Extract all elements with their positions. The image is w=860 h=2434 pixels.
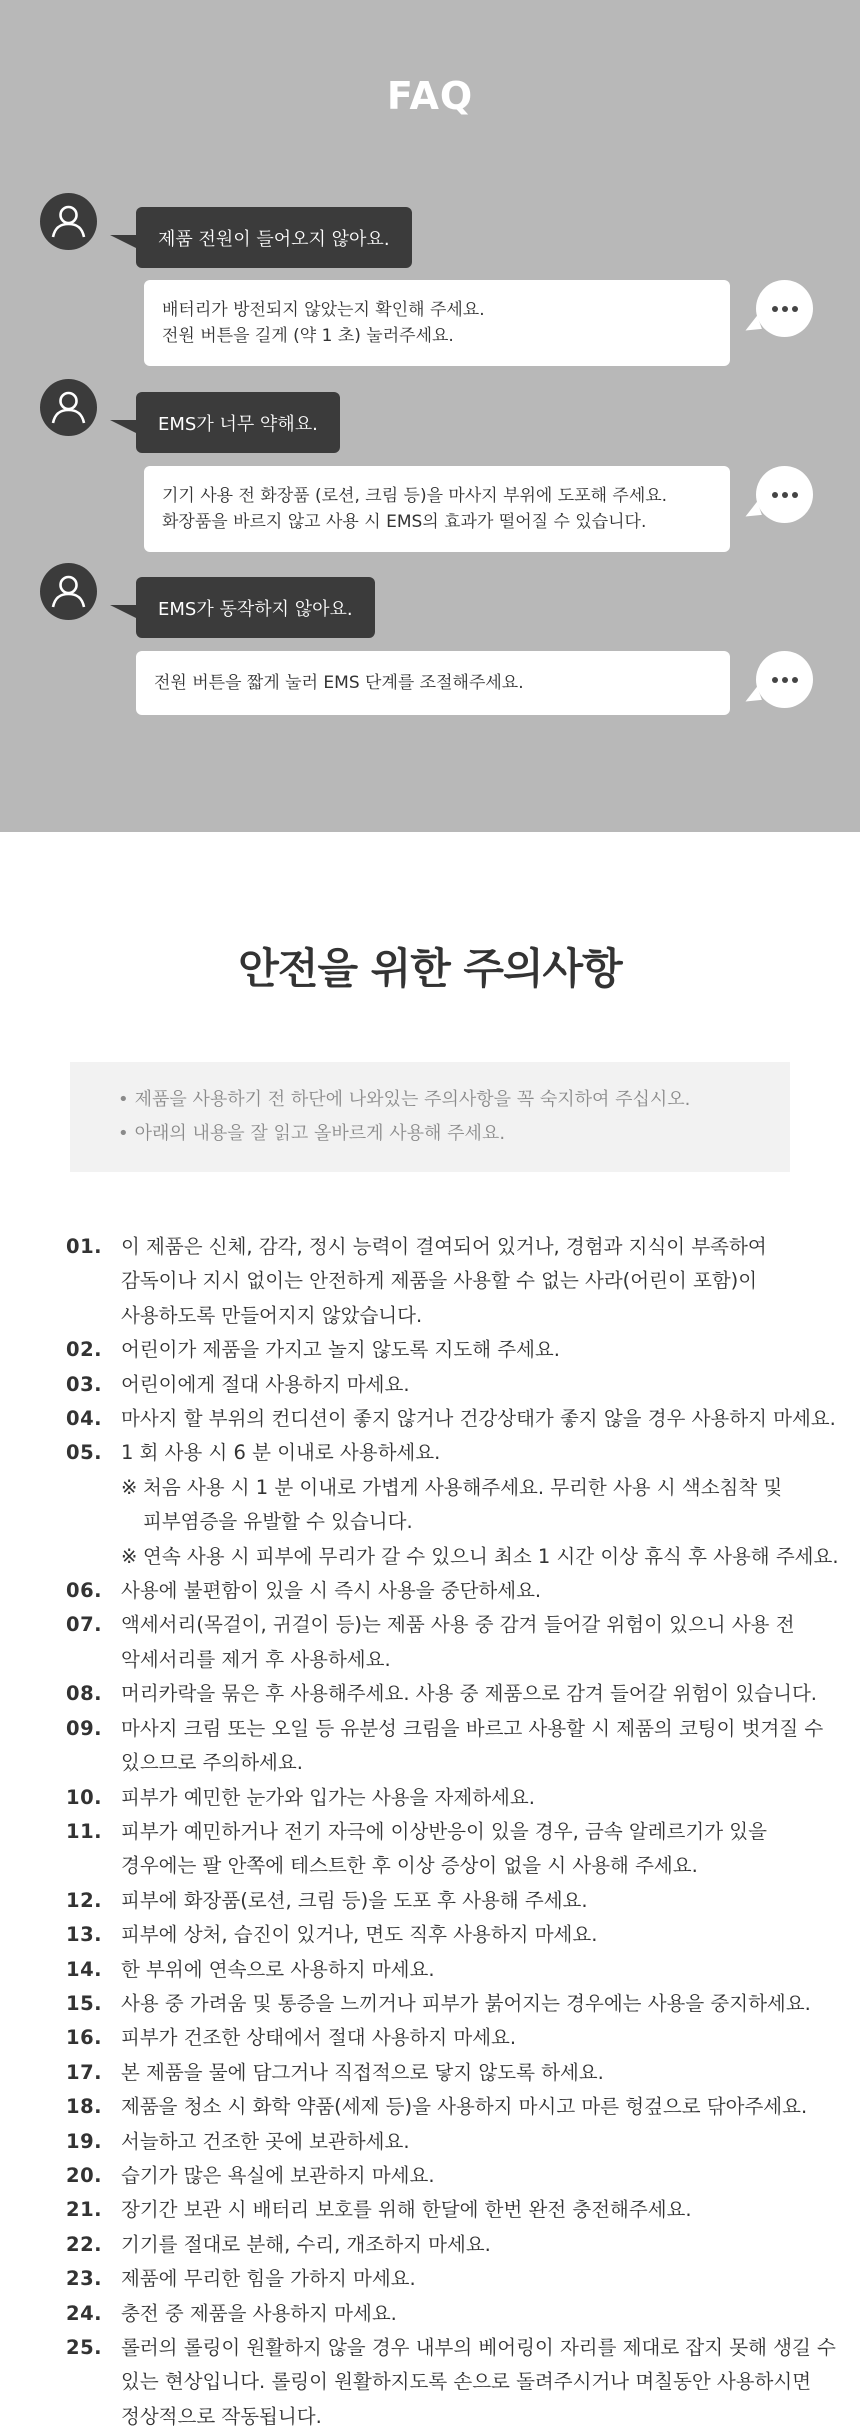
faq-section bbox=[0, 0, 860, 832]
rule-text-line: 습기가 많은 욕실에 보관하지 마세요. bbox=[121, 2163, 435, 2187]
faq-answer-2 bbox=[144, 466, 730, 552]
safety-rule-item bbox=[66, 1918, 860, 1952]
faq-question-1 bbox=[136, 207, 412, 268]
faq-answer-line: 화장품을 바르지 않고 사용 시 EMS의 효과가 떨어질 수 있습니다. bbox=[162, 512, 647, 532]
rule-number: 08. bbox=[66, 1682, 103, 1706]
rule-number: 20. bbox=[66, 2163, 103, 2187]
rule-text bbox=[121, 1368, 860, 1402]
safety-rule-item bbox=[66, 2297, 860, 2331]
rule-number: 11. bbox=[66, 1819, 103, 1843]
rule-text-line: 정상적으로 작동됩니다. bbox=[121, 2404, 322, 2428]
safety-section bbox=[0, 832, 860, 2434]
rule-number: 23. bbox=[66, 2267, 103, 2291]
rule-number: 02. bbox=[66, 1338, 103, 1362]
rule-text bbox=[121, 1884, 860, 1918]
rule-text-line: 있는 현상입니다. 롤링이 원활하지도록 손으로 돌려주시거나 며칠동안 사용하시면 bbox=[121, 2370, 812, 2394]
rule-text-line: 장기간 보관 시 배터리 보호를 위해 한달에 한번 완전 충전해주세요. bbox=[121, 2198, 692, 2222]
rule-text-line: 사용에 불편함이 있을 시 즉시 사용을 중단하세요. bbox=[121, 1579, 542, 1603]
safety-rule-item bbox=[66, 1230, 860, 1333]
note-mark: ※ bbox=[121, 1544, 138, 1568]
rule-text-line: 피부가 예민하거나 전기 자극에 이상반응이 있을 경우, 금속 알레르기가 있을 bbox=[121, 1819, 767, 1843]
rule-text bbox=[121, 1712, 860, 1781]
safety-rule-item bbox=[66, 2159, 860, 2193]
user-avatar-icon bbox=[40, 193, 97, 250]
rule-text bbox=[121, 1918, 860, 1952]
rule-text-line: 피부에 상처, 습진이 있거나, 면도 직후 사용하지 마세요. bbox=[121, 1923, 598, 1947]
rule-text-line: 충전 중 제품을 사용하지 마세요. bbox=[121, 2301, 397, 2325]
rule-text bbox=[121, 2193, 860, 2227]
rule-text-line: 어린이가 제품을 가지고 놀지 않도록 지도해 주세요. bbox=[121, 1338, 560, 1362]
rule-text-line: 서늘하고 건조한 곳에 보관하세요. bbox=[121, 2129, 410, 2153]
faq-question-text: EMS가 너무 약해요. bbox=[158, 413, 318, 435]
safety-rule-item bbox=[66, 1436, 860, 1470]
notice-text: 아래의 내용을 잘 읽고 올바르게 사용해 주세요. bbox=[134, 1123, 506, 1144]
rule-text-line: 감독이나 지시 없이는 안전하게 제품을 사용할 수 없는 사라(어린이 포함)이 bbox=[121, 1269, 758, 1293]
safety-rule-item bbox=[66, 2331, 860, 2434]
rule-text bbox=[121, 1402, 860, 1436]
safety-rule-item bbox=[66, 2125, 860, 2159]
safety-rule-item bbox=[66, 1712, 860, 1781]
rule-number: 24. bbox=[66, 2301, 103, 2325]
rule-text-line: 1 회 사용 시 6 분 이내로 사용하세요. bbox=[121, 1441, 441, 1465]
rule-text-line: 있으므로 주의하세요. bbox=[121, 1751, 303, 1775]
rule-number: 15. bbox=[66, 1991, 103, 2015]
rule-number: 01. bbox=[66, 1235, 103, 1258]
rule-text bbox=[121, 1781, 860, 1815]
safety-title: 안전을 위한 주의사항 bbox=[238, 944, 622, 993]
rule-number: 25. bbox=[66, 2336, 103, 2359]
rule-text bbox=[121, 1333, 860, 1367]
safety-rules-list bbox=[0, 1172, 860, 2434]
faq-answer-3 bbox=[136, 651, 730, 715]
safety-rule-item bbox=[66, 1987, 860, 2021]
rule-number: 17. bbox=[66, 2060, 103, 2084]
more-dots-icon bbox=[756, 280, 813, 337]
rule-text-line: 이 제품은 신체, 감각, 정시 능력이 결여되어 있거나, 경험과 지식이 부족하여 bbox=[121, 1235, 767, 1258]
rule-text bbox=[121, 2159, 860, 2193]
notice-text: 제품을 사용하기 전 하단에 나와있는 주의사항을 꼭 숙지하여 주십시오. bbox=[134, 1089, 691, 1110]
rule-number: 19. bbox=[66, 2129, 103, 2153]
note-text: 연속 사용 시 피부에 무리가 갈 수 있으니 최소 1 시간 이상 휴식 후 사용해 주세요. bbox=[143, 1544, 839, 1568]
rule-note-line bbox=[66, 1471, 860, 1505]
safety-rule-item bbox=[66, 1608, 860, 1677]
bullet: • bbox=[118, 1123, 129, 1144]
rule-number: 12. bbox=[66, 1888, 103, 1912]
safety-rule-item bbox=[66, 2228, 860, 2262]
safety-rule-item bbox=[66, 1677, 860, 1711]
faq-question-2 bbox=[136, 392, 340, 453]
rule-text bbox=[121, 2056, 860, 2090]
rule-text-line: 머리카락을 묶은 후 사용해주세요. 사용 중 제품으로 감겨 들어갈 위험이 있습니다. bbox=[121, 1682, 818, 1706]
faq-answer-line: 전원 버튼을 짧게 눌러 EMS 단계를 조절해주세요. bbox=[154, 673, 524, 693]
rule-text bbox=[121, 1608, 860, 1677]
bullet: • bbox=[118, 1089, 129, 1110]
user-avatar-icon bbox=[40, 563, 97, 620]
rule-text bbox=[121, 1230, 860, 1333]
rule-note-line bbox=[66, 1540, 860, 1574]
faq-title: FAQ bbox=[386, 74, 474, 118]
faq-answer-line: 배터리가 방전되지 않았는지 확인해 주세요. bbox=[162, 300, 485, 320]
safety-rule-item bbox=[66, 2021, 860, 2055]
rule-text bbox=[121, 2021, 860, 2055]
rule-text-line: 어린이에게 절대 사용하지 마세요. bbox=[121, 1372, 410, 1396]
notice-item bbox=[118, 1117, 790, 1151]
rule-number: 03. bbox=[66, 1372, 103, 1396]
note-text: 처음 사용 시 1 분 이내로 가볍게 사용해주세요. 무리한 사용 시 색소침착 및 bbox=[143, 1475, 783, 1499]
safety-rule-item bbox=[66, 1402, 860, 1436]
faq-question-text: EMS가 동작하지 않아요. bbox=[158, 598, 353, 620]
rule-text bbox=[121, 2090, 860, 2124]
rule-text-line: 피부가 건조한 상태에서 절대 사용하지 마세요. bbox=[121, 2026, 517, 2050]
rule-text-line: 경우에는 팔 안쪽에 테스트한 후 이상 증상이 없을 시 사용해 주세요. bbox=[121, 1854, 698, 1878]
safety-rule-item bbox=[66, 1574, 860, 1608]
safety-rule-item bbox=[66, 2056, 860, 2090]
safety-rule-item bbox=[66, 1781, 860, 1815]
safety-rule-item bbox=[66, 1884, 860, 1918]
safety-rule-item bbox=[66, 1333, 860, 1367]
rule-number: 16. bbox=[66, 2026, 103, 2050]
rule-number: 07. bbox=[66, 1613, 103, 1637]
faq-answer-1 bbox=[144, 280, 730, 366]
note-text: 피부염증을 유발할 수 있습니다. bbox=[143, 1510, 413, 1534]
rule-text bbox=[121, 2125, 860, 2159]
faq-answer-line: 기기 사용 전 화장품 (로션, 크림 등)을 마사지 부위에 도포해 주세요. bbox=[162, 486, 668, 506]
rule-text bbox=[121, 2262, 860, 2296]
rule-text-line: 마사지 할 부위의 컨디션이 좋지 않거나 건강상태가 좋지 않을 경우 사용하지 마세요. bbox=[121, 1407, 836, 1431]
safety-rule-item bbox=[66, 2193, 860, 2227]
faq-answer-line: 전원 버튼을 길게 (약 1 초) 눌러주세요. bbox=[162, 326, 454, 346]
rule-number: 14. bbox=[66, 1957, 103, 1981]
rule-text-line: 마사지 크림 또는 오일 등 유분성 크림을 바르고 사용할 시 제품의 코팅이 벗겨질 수 bbox=[121, 1716, 824, 1740]
rule-text bbox=[121, 1815, 860, 1884]
rule-number: 06. bbox=[66, 1579, 103, 1603]
rule-number: 05. bbox=[66, 1441, 103, 1465]
rule-text bbox=[121, 1574, 860, 1608]
more-dots-icon bbox=[756, 651, 813, 708]
rule-text-line: 피부에 화장품(로션, 크림 등)을 도포 후 사용해 주세요. bbox=[121, 1888, 588, 1912]
rule-text-line: 피부가 예민한 눈가와 입가는 사용을 자제하세요. bbox=[121, 1785, 535, 1809]
rule-text bbox=[121, 2297, 860, 2331]
rule-note-line bbox=[66, 1505, 860, 1539]
safety-rule-item bbox=[66, 1368, 860, 1402]
safety-rule-item bbox=[66, 1953, 860, 1987]
rule-text bbox=[121, 1953, 860, 1987]
rule-text-line: 기기를 절대로 분해, 수리, 개조하지 마세요. bbox=[121, 2232, 491, 2256]
rule-text-line: 롤러의 롤링이 원활하지 않을 경우 내부의 베어링이 자리를 제대로 잡지 못해 생길 수 bbox=[121, 2336, 836, 2359]
safety-rule-item bbox=[66, 2262, 860, 2296]
note-mark: ※ bbox=[121, 1475, 138, 1499]
rule-text bbox=[121, 1436, 860, 1470]
faq-question-3 bbox=[136, 577, 375, 638]
notice-box bbox=[70, 1062, 790, 1172]
rule-text-line: 사용 중 가려움 및 통증을 느끼거나 피부가 붉어지는 경우에는 사용을 중지하세요. bbox=[121, 1991, 811, 2015]
rule-text bbox=[121, 2331, 860, 2434]
rule-number: 09. bbox=[66, 1716, 103, 1740]
faq-question-text: 제품 전원이 들어오지 않아요. bbox=[158, 228, 390, 250]
safety-rule-item bbox=[66, 1815, 860, 1884]
rule-number: 18. bbox=[66, 2095, 103, 2119]
rule-text-line: 악세서리를 제거 후 사용하세요. bbox=[121, 1647, 391, 1671]
rule-text-line: 본 제품을 물에 담그거나 직접적으로 닿지 않도록 하세요. bbox=[121, 2060, 604, 2084]
rule-number: 22. bbox=[66, 2232, 103, 2256]
rule-number: 10. bbox=[66, 1785, 103, 1809]
user-avatar-icon bbox=[40, 379, 97, 436]
rule-number: 04. bbox=[66, 1407, 103, 1431]
rule-text-line: 제품을 청소 시 화학 약품(세제 등)을 사용하지 마시고 마른 헝겊으로 닦아주세요. bbox=[121, 2095, 808, 2119]
rule-text-line: 제품에 무리한 힘을 가하지 마세요. bbox=[121, 2267, 416, 2291]
notice-item bbox=[118, 1083, 790, 1117]
safety-rule-item bbox=[66, 2090, 860, 2124]
rule-text bbox=[121, 1987, 860, 2021]
rule-number: 13. bbox=[66, 1923, 103, 1947]
rule-text-line: 한 부위에 연속으로 사용하지 마세요. bbox=[121, 1957, 435, 1981]
rule-number: 21. bbox=[66, 2198, 103, 2222]
rule-text-line: 사용하도록 만들어지지 않았습니다. bbox=[121, 1303, 423, 1327]
more-dots-icon bbox=[756, 466, 813, 523]
rule-text-line: 액세서리(목걸이, 귀걸이 등)는 제품 사용 중 감겨 들어갈 위험이 있으니 사용 전 bbox=[121, 1613, 795, 1637]
rule-text bbox=[121, 1677, 860, 1711]
rule-text bbox=[121, 2228, 860, 2262]
